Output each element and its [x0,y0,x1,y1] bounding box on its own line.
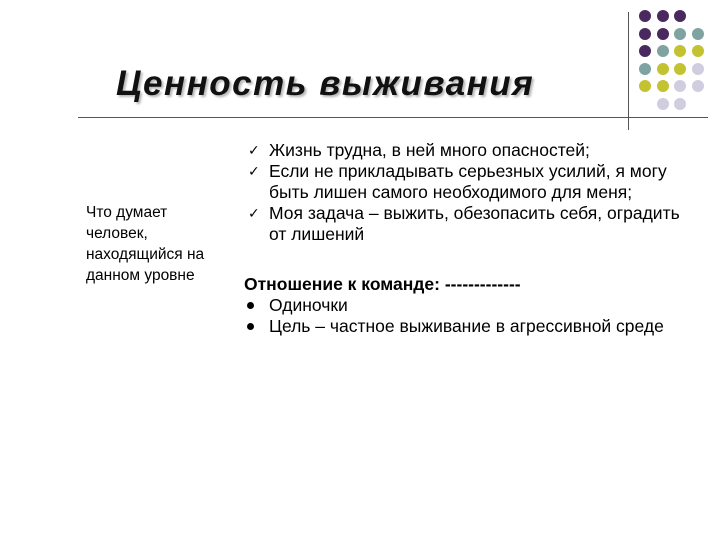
bullet-icon [247,302,254,309]
decorative-dot [639,45,651,57]
decorative-dot [674,63,686,75]
decorative-dot [692,80,704,92]
slide-title: Ценность выживания [116,64,535,103]
team-heading: Отношение к команде: ------------- [244,274,521,294]
checkmark-icon: ✓ [248,163,260,179]
bullet-icon [247,323,254,330]
decorative-dot [639,10,651,22]
checkmark-icon: ✓ [248,142,260,158]
belief-item [244,203,694,245]
decorative-dot [674,10,686,22]
decorative-dot [657,63,669,75]
team-item-text: Цель – частное выживание в агрессивной среде [269,316,664,336]
decorative-dot [692,63,704,75]
horizontal-divider [78,117,708,118]
decorative-dot [692,45,704,57]
decorative-dot [639,80,651,92]
decorative-dot [657,98,669,110]
belief-item [244,161,694,203]
checkmark-icon: ✓ [248,205,260,221]
decorative-dot [657,45,669,57]
vertical-divider [628,12,629,130]
team-item [244,295,694,316]
decorative-dot [657,10,669,22]
decorative-dot [657,28,669,40]
side-note: Что думает человек, находящийся на данном уровне [86,204,205,284]
belief-text: Моя задача – выжить, обезопасить себя, оградить от лишений [269,203,680,244]
decorative-dot [639,28,651,40]
decorative-dot [674,45,686,57]
decorative-dot [692,28,704,40]
decorative-dot [674,28,686,40]
decorative-dot [639,63,651,75]
team-item-text: Одиночки [269,295,348,315]
main-content [244,140,694,337]
belief-text: Жизнь трудна, в ней много опасностей; [269,140,590,160]
belief-text: Если не прикладывать серьезных усилий, я могу быть лишен самого необходимого для меня; [269,161,667,202]
team-item [244,316,694,337]
decorative-dot [674,98,686,110]
team-list [244,295,694,337]
decorative-dot-grid [639,10,720,120]
belief-list [244,140,694,245]
decorative-dot [674,80,686,92]
decorative-dot [657,80,669,92]
belief-item [244,140,694,161]
